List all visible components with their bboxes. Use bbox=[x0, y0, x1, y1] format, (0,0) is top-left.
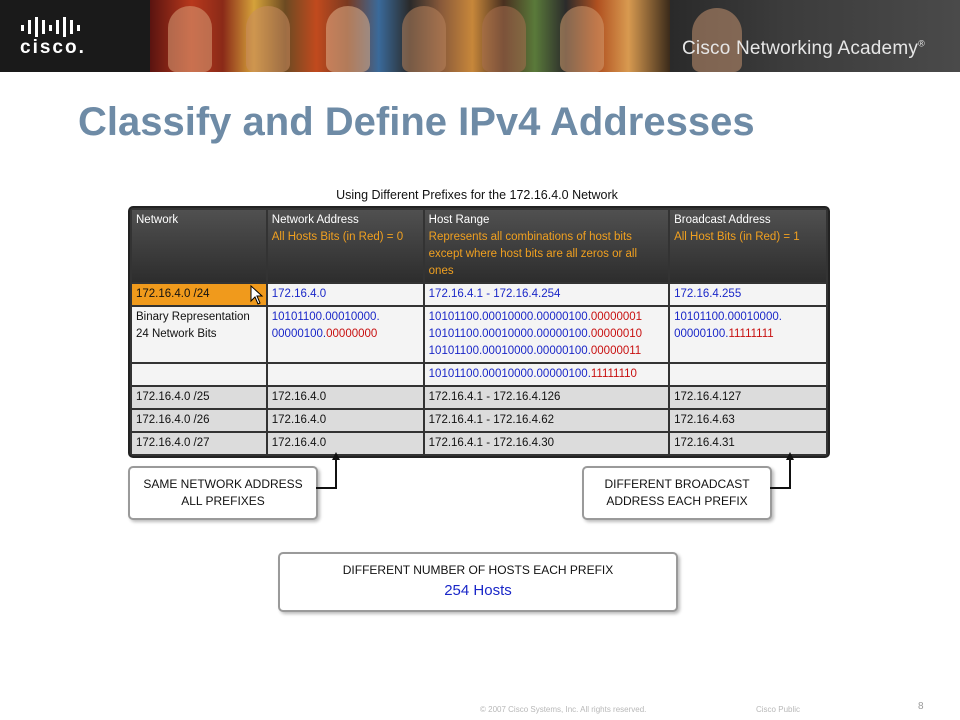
table-row-27 bbox=[132, 433, 826, 454]
network-24-cell[interactable]: 172.16.4.0 /24 bbox=[132, 284, 266, 305]
footer-copyright: © 2007 Cisco Systems, Inc. All rights reserved. bbox=[480, 705, 647, 714]
header-network: Network bbox=[132, 210, 266, 282]
table-row-26 bbox=[132, 410, 826, 431]
broadcast-27: 172.16.4.31 bbox=[670, 433, 826, 454]
banner-right-panel bbox=[670, 0, 960, 72]
slide-title: Classify and Define IPv4 Addresses bbox=[78, 100, 755, 144]
binary-broadcast: 10101100.00010000. 00000100.11111111 bbox=[670, 307, 826, 362]
footer-classification: Cisco Public bbox=[756, 705, 801, 714]
header-broadcast-note: All Host Bits (in Red) = 1 bbox=[674, 231, 800, 243]
host-range-24: 172.16.4.1 - 172.16.4.254 bbox=[425, 284, 668, 305]
broadcast-25: 172.16.4.127 bbox=[670, 387, 826, 408]
prefix-table bbox=[128, 206, 830, 458]
table-header-row bbox=[132, 210, 826, 282]
network-25: 172.16.4.0 /25 bbox=[132, 387, 266, 408]
table-row-binary bbox=[132, 307, 826, 362]
cisco-bars-icon bbox=[20, 17, 90, 37]
binary-network-address: 10101100.00010000. 00000100.00000000 bbox=[268, 307, 423, 362]
page-number: 8 bbox=[918, 701, 924, 712]
network-address-25: 172.16.4.0 bbox=[268, 387, 423, 408]
empty-cell bbox=[670, 364, 826, 385]
host-range-25: 172.16.4.1 - 172.16.4.126 bbox=[425, 387, 668, 408]
header-host-range-note: Represents all combinations of host bits except where host bits are all zeros or all ones bbox=[428, 231, 638, 277]
host-range-26: 172.16.4.1 - 172.16.4.62 bbox=[425, 410, 668, 431]
hosts-count-callout: DIFFERENT NUMBER OF HOSTS EACH PREFIX 254 Hosts bbox=[278, 552, 678, 612]
header-banner bbox=[0, 0, 960, 72]
binary-label: Binary Representation 24 Network Bits bbox=[132, 307, 266, 362]
binary-host-last: 10101100.00010000.00000100.11111110 bbox=[425, 364, 668, 385]
table-caption: Using Different Prefixes for the 172.16.4.0 Network bbox=[336, 188, 618, 202]
network-27: 172.16.4.0 /27 bbox=[132, 433, 266, 454]
network-address-24: 172.16.4.0 bbox=[268, 284, 423, 305]
broadcast-arrow-icon bbox=[768, 450, 798, 494]
mouse-cursor-icon bbox=[250, 285, 264, 305]
network-address-27: 172.16.4.0 bbox=[268, 433, 423, 454]
header-broadcast: Broadcast Address All Host Bits (in Red) = 1 bbox=[670, 210, 826, 282]
empty-cell bbox=[268, 364, 423, 385]
broadcast-24: 172.16.4.255 bbox=[670, 284, 826, 305]
same-network-callout: SAME NETWORK ADDRESS ALL PREFIXES bbox=[128, 466, 318, 520]
same-network-arrow-icon bbox=[314, 450, 344, 494]
binary-host-range: 10101100.00010000.00000100.00000001 10101100.00010000.00000100.00000010 10101100.00010000.00000100.00000011 bbox=[425, 307, 668, 362]
network-26: 172.16.4.0 /26 bbox=[132, 410, 266, 431]
cisco-logo bbox=[0, 0, 150, 72]
table-row-24 bbox=[132, 284, 826, 305]
table-row-25 bbox=[132, 387, 826, 408]
people-photo-collage bbox=[150, 0, 670, 72]
table-row-binary-last bbox=[132, 364, 826, 385]
networking-academy-label: Cisco Networking Academy® bbox=[682, 38, 925, 59]
hosts-count-value: 254 Hosts bbox=[444, 582, 512, 599]
header-network-address: Network Address All Hosts Bits (in Red) = 0 bbox=[268, 210, 423, 282]
broadcast-26: 172.16.4.63 bbox=[670, 410, 826, 431]
host-range-27: 172.16.4.1 - 172.16.4.30 bbox=[425, 433, 668, 454]
header-network-address-note: All Hosts Bits (in Red) = 0 bbox=[271, 231, 404, 243]
broadcast-callout: DIFFERENT BROADCAST ADDRESS EACH PREFIX bbox=[582, 466, 772, 520]
header-host-range: Host Range Represents all combinations of host bits except where host bits are all zeros or all ones bbox=[425, 210, 668, 282]
network-address-26: 172.16.4.0 bbox=[268, 410, 423, 431]
cisco-logo-text: cisco. bbox=[20, 37, 86, 58]
empty-cell bbox=[132, 364, 266, 385]
